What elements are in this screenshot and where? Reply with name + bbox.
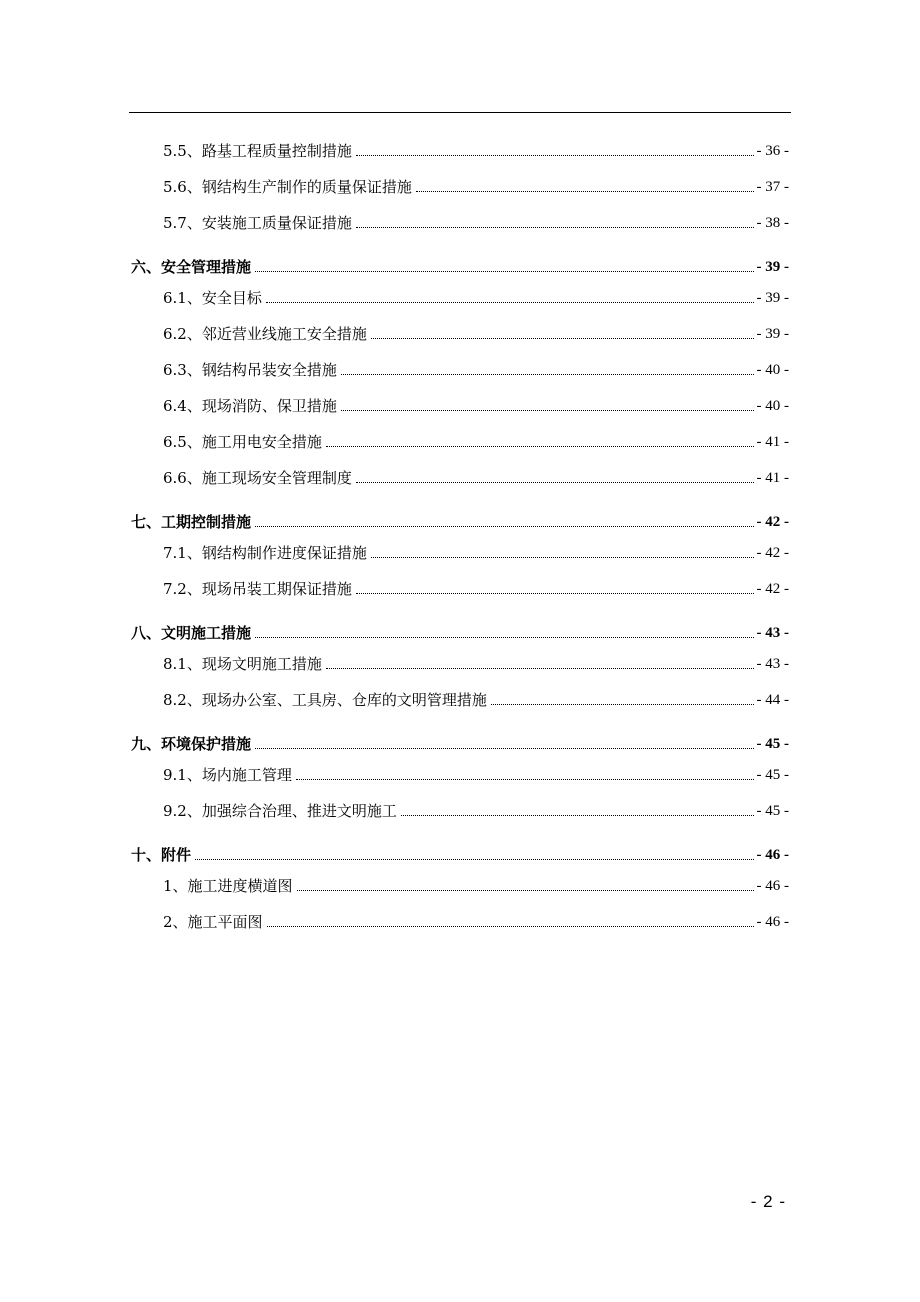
toc-entry-label: 八、文明施工措施 [131, 624, 252, 642]
toc-entry-page: - 42 - [756, 581, 789, 597]
toc-dot-leader [255, 748, 753, 749]
toc-dot-leader [297, 890, 754, 891]
toc-dot-leader [267, 926, 754, 927]
toc-dot-leader [326, 446, 754, 447]
toc-dot-leader [491, 704, 754, 705]
toc-entry-page: - 45 - [756, 767, 789, 783]
toc-entry[interactable] [163, 214, 789, 232]
page-number: - 2 - [750, 1192, 786, 1211]
toc-entry-page: - 38 - [756, 215, 789, 231]
toc-entry-page: - 43 - [756, 625, 789, 641]
toc-entry-label: 六、安全管理措施 [131, 258, 252, 276]
toc-entry[interactable] [163, 289, 789, 307]
toc-dot-leader [195, 859, 753, 860]
toc-dot-leader [356, 227, 754, 228]
toc-dot-leader [356, 155, 754, 156]
toc-dot-leader [341, 410, 754, 411]
toc-entry-label: 1、施工进度横道图 [163, 877, 293, 895]
toc-entry[interactable] [163, 142, 789, 160]
toc-entry-page: - 39 - [756, 259, 789, 275]
toc-entry-label: 9.2、加强综合治理、推进文明施工 [163, 802, 397, 820]
toc-dot-leader [296, 779, 754, 780]
toc-dot-leader [255, 271, 753, 272]
toc-entry[interactable] [163, 433, 789, 451]
toc-entry-page: - 40 - [756, 398, 789, 414]
toc-dot-leader [371, 557, 754, 558]
toc-entry-page: - 44 - [756, 692, 789, 708]
toc-entry[interactable] [163, 178, 789, 196]
toc-entry-page: - 46 - [756, 847, 789, 863]
toc-entry-page: - 43 - [756, 656, 789, 672]
toc-dot-leader [341, 374, 754, 375]
toc-dot-leader [255, 526, 753, 527]
toc-entry[interactable] [163, 655, 789, 673]
toc-entry-page: - 46 - [756, 914, 789, 930]
toc-entry-page: - 37 - [756, 179, 789, 195]
toc-entry-page: - 41 - [756, 470, 789, 486]
toc-section-entry[interactable] [131, 846, 789, 864]
toc-entry[interactable] [163, 877, 789, 895]
toc-entry-label: 2、施工平面图 [163, 913, 263, 931]
toc-dot-leader [401, 815, 754, 816]
toc-entry[interactable] [163, 691, 789, 709]
toc-section-entry[interactable] [131, 258, 789, 276]
toc-entry[interactable] [163, 361, 789, 379]
toc-section-entry[interactable] [131, 624, 789, 642]
toc-dot-leader [356, 593, 754, 594]
toc-section-entry[interactable] [131, 513, 789, 531]
toc-entry[interactable] [163, 397, 789, 415]
toc-entry-label: 9.1、场内施工管理 [163, 766, 292, 784]
toc-entry-label: 十、附件 [131, 846, 192, 864]
toc-entry[interactable] [163, 469, 789, 487]
toc-dot-leader [266, 302, 754, 303]
toc-section-entry[interactable] [131, 735, 789, 753]
toc-entry-page: - 36 - [756, 143, 789, 159]
toc-dot-leader [326, 668, 754, 669]
toc-entry-label: 6.4、现场消防、保卫措施 [163, 397, 337, 415]
toc-entry-label: 7.1、钢结构制作进度保证措施 [163, 544, 367, 562]
toc-entry[interactable] [163, 802, 789, 820]
toc-entry-label: 7.2、现场吊装工期保证措施 [163, 580, 352, 598]
toc-entry-page: - 42 - [756, 514, 789, 530]
toc-entry-label: 5.6、钢结构生产制作的质量保证措施 [163, 178, 412, 196]
toc-entry[interactable] [163, 325, 789, 343]
toc-entry-label: 8.2、现场办公室、工具房、仓库的文明管理措施 [163, 691, 487, 709]
toc-entry[interactable] [163, 766, 789, 784]
toc-entry-page: - 45 - [756, 736, 789, 752]
toc-entry[interactable] [163, 580, 789, 598]
toc-entry-label: 九、环境保护措施 [131, 735, 252, 753]
toc-entry-label: 5.5、路基工程质量控制措施 [163, 142, 352, 160]
toc-dot-leader [255, 637, 753, 638]
toc-entry-label: 6.6、施工现场安全管理制度 [163, 469, 352, 487]
toc-entry-page: - 41 - [756, 434, 789, 450]
toc-entry-label: 七、工期控制措施 [131, 513, 252, 531]
toc-entry-label: 6.3、钢结构吊装安全措施 [163, 361, 337, 379]
toc-dot-leader [416, 191, 754, 192]
toc-entry-label: 5.7、安装施工质量保证措施 [163, 214, 352, 232]
toc-entry[interactable] [163, 913, 789, 931]
toc-entry-label: 6.5、施工用电安全措施 [163, 433, 322, 451]
toc-entry-page: - 45 - [756, 803, 789, 819]
toc-entry[interactable] [163, 544, 789, 562]
toc-dot-leader [356, 482, 754, 483]
toc-entry-page: - 42 - [756, 545, 789, 561]
toc-dot-leader [371, 338, 754, 339]
toc-entry-page: - 39 - [756, 290, 789, 306]
toc-entry-label: 8.1、现场文明施工措施 [163, 655, 322, 673]
toc-entry-page: - 40 - [756, 362, 789, 378]
toc-entry-label: 6.1、安全目标 [163, 289, 262, 307]
toc-entry-page: - 39 - [756, 326, 789, 342]
toc-entry-label: 6.2、邻近营业线施工安全措施 [163, 325, 367, 343]
toc-entry-page: - 46 - [756, 878, 789, 894]
